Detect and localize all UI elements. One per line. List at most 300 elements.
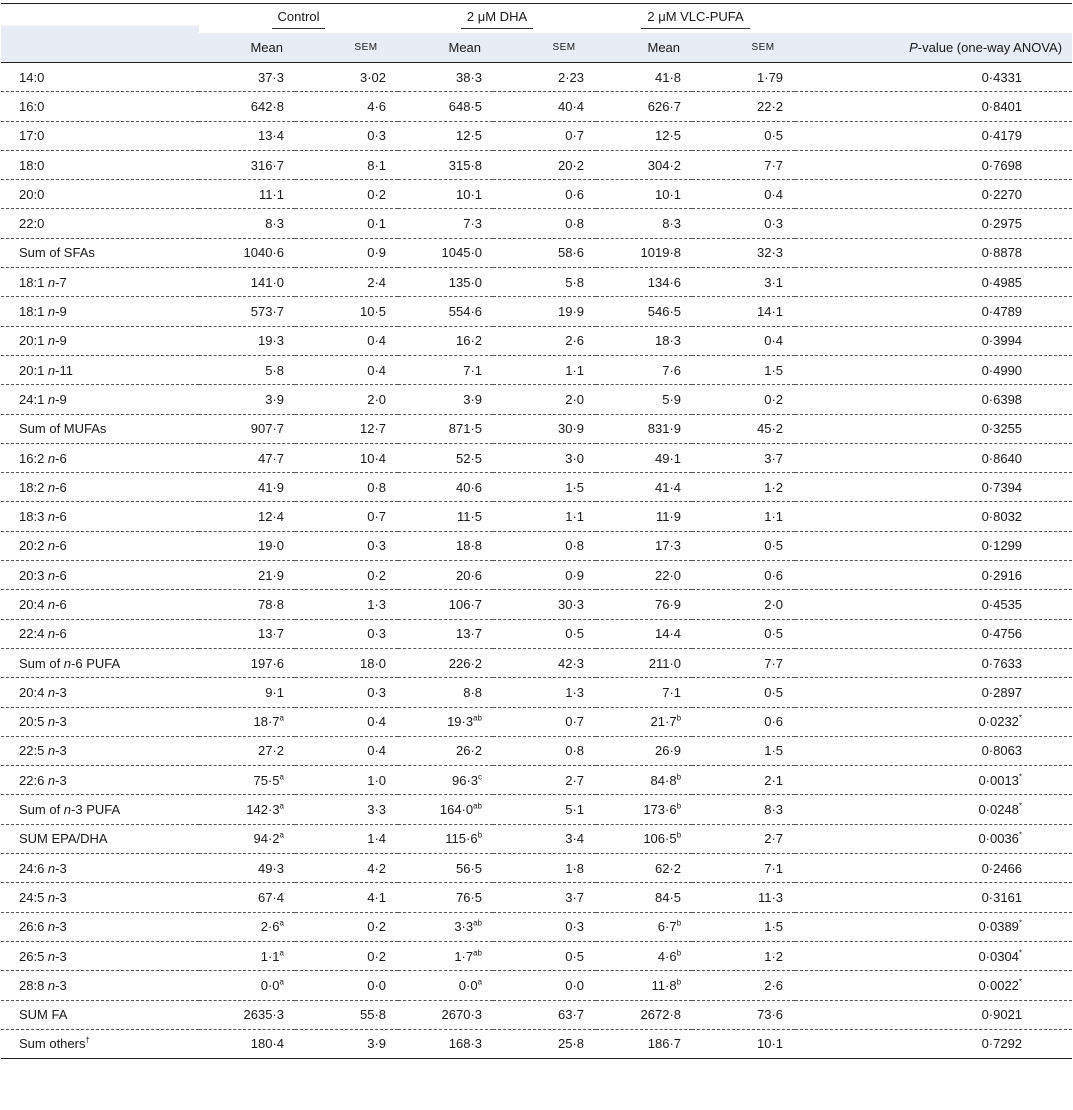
cell-sem: 2·6 bbox=[493, 326, 596, 355]
cell-mean: 27·2 bbox=[199, 736, 295, 765]
cell-mean: 10·1 bbox=[398, 180, 493, 209]
cell-mean: 3·9 bbox=[199, 385, 295, 414]
row-label: 20:1 n-9 bbox=[1, 326, 199, 355]
cell-mean: $21\cdot 7^b$ bbox=[596, 707, 692, 736]
table-row bbox=[1, 238, 1072, 267]
cell-mean: 831·9 bbox=[596, 414, 692, 443]
cell-sem: 1·1 bbox=[493, 502, 596, 531]
cell-pvalue: 0·0013* bbox=[795, 766, 1072, 795]
table-row bbox=[1, 824, 1072, 853]
table-row bbox=[1, 326, 1072, 355]
cell-mean: $0\cdot 0^a$ bbox=[199, 971, 295, 1000]
cell-mean: $19\cdot 3^{ab}$ bbox=[398, 707, 493, 736]
cell-mean: 18·3 bbox=[596, 326, 692, 355]
cell-mean: 3·9 bbox=[398, 385, 493, 414]
cell-mean: 41·4 bbox=[596, 473, 692, 502]
cell-mean: 49·3 bbox=[199, 854, 295, 883]
cell-sem: 0·2 bbox=[295, 180, 398, 209]
cell-sem: 18·0 bbox=[295, 648, 398, 677]
cell-sem: 0·3 bbox=[295, 619, 398, 648]
cell-sem: 22·2 bbox=[692, 92, 795, 121]
row-label: 16:2 n-6 bbox=[1, 443, 199, 472]
cell-pvalue: 0·2466 bbox=[795, 854, 1072, 883]
row-label: SUM FA bbox=[1, 1000, 199, 1029]
row-label: 24:5 n-3 bbox=[1, 883, 199, 912]
cell-mean: 52·5 bbox=[398, 443, 493, 472]
cell-sem: 73·6 bbox=[692, 1000, 795, 1029]
cell-mean: 7·6 bbox=[596, 355, 692, 384]
cell-mean: $18\cdot 7^a$ bbox=[199, 707, 295, 736]
cell-mean: 642·8 bbox=[199, 92, 295, 121]
cell-sem: 3·02 bbox=[295, 63, 398, 92]
cell-sem: 0·5 bbox=[493, 619, 596, 648]
cell-pvalue: 0·8063 bbox=[795, 736, 1072, 765]
cell-sem: 3·1 bbox=[692, 268, 795, 297]
group-header-vlc-pufa: 2 μM VLC-PUFA bbox=[596, 4, 795, 34]
cell-pvalue: 0·7394 bbox=[795, 473, 1072, 502]
cell-sem: 0·2 bbox=[692, 385, 795, 414]
cell-mean: 78·8 bbox=[199, 590, 295, 619]
cell-sem: 0·7 bbox=[493, 121, 596, 150]
cell-sem: 2·23 bbox=[493, 63, 596, 92]
cell-mean: 19·3 bbox=[199, 326, 295, 355]
table-row bbox=[1, 180, 1072, 209]
cell-sem: 0·8 bbox=[295, 473, 398, 502]
row-label: 20:0 bbox=[1, 180, 199, 209]
cell-mean: 62·2 bbox=[596, 854, 692, 883]
cell-pvalue: 0·6398 bbox=[795, 385, 1072, 414]
cell-sem: 30·9 bbox=[493, 414, 596, 443]
cell-mean: 135·0 bbox=[398, 268, 493, 297]
table-row bbox=[1, 1029, 1072, 1058]
cell-pvalue: 0·4990 bbox=[795, 355, 1072, 384]
row-label: 16:0 bbox=[1, 92, 199, 121]
row-label: Sum of n-3 PUFA bbox=[1, 795, 199, 824]
cell-sem: 2·0 bbox=[692, 590, 795, 619]
table-row bbox=[1, 854, 1072, 883]
cell-sem: 7·7 bbox=[692, 150, 795, 179]
cell-mean: 2635·3 bbox=[199, 1000, 295, 1029]
table-row bbox=[1, 941, 1072, 970]
cell-mean: 40·6 bbox=[398, 473, 493, 502]
row-label: 20:2 n-6 bbox=[1, 531, 199, 560]
table-row bbox=[1, 414, 1072, 443]
cell-mean: 180·4 bbox=[199, 1029, 295, 1058]
row-label: 18:1 n-7 bbox=[1, 268, 199, 297]
cell-mean: 20·6 bbox=[398, 561, 493, 590]
cell-mean: $96\cdot 3^c$ bbox=[398, 766, 493, 795]
cell-sem: 20·2 bbox=[493, 150, 596, 179]
cell-pvalue: 0·2916 bbox=[795, 561, 1072, 590]
cell-mean: 141·0 bbox=[199, 268, 295, 297]
table-body bbox=[1, 63, 1072, 1059]
cell-mean: $115\cdot 6^b$ bbox=[398, 824, 493, 853]
cell-mean: $1\cdot 7^{ab}$ bbox=[398, 941, 493, 970]
cell-mean: 1040·6 bbox=[199, 238, 295, 267]
cell-pvalue: 0·0036* bbox=[795, 824, 1072, 853]
cell-sem: 4·1 bbox=[295, 883, 398, 912]
cell-mean: 907·7 bbox=[199, 414, 295, 443]
cell-pvalue: 0·3161 bbox=[795, 883, 1072, 912]
cell-sem: 1·1 bbox=[692, 502, 795, 531]
cell-mean: 7·1 bbox=[398, 355, 493, 384]
group-header-dha: 2 μM DHA bbox=[398, 4, 596, 34]
cell-pvalue: 0·0304* bbox=[795, 941, 1072, 970]
cell-sem: 0·7 bbox=[493, 707, 596, 736]
cell-mean: 13·4 bbox=[199, 121, 295, 150]
cell-mean: 8·3 bbox=[199, 209, 295, 238]
cell-sem: 1·1 bbox=[493, 355, 596, 384]
cell-sem: 0·7 bbox=[295, 502, 398, 531]
row-label: 26:5 n-3 bbox=[1, 941, 199, 970]
cell-sem: 40·4 bbox=[493, 92, 596, 121]
cell-mean: 12·4 bbox=[199, 502, 295, 531]
table-row bbox=[1, 795, 1072, 824]
row-label: 24:6 n-3 bbox=[1, 854, 199, 883]
cell-mean: 648·5 bbox=[398, 92, 493, 121]
row-label: Sum of n-6 PUFA bbox=[1, 648, 199, 677]
cell-sem: 3·7 bbox=[692, 443, 795, 472]
cell-mean: 26·9 bbox=[596, 736, 692, 765]
cell-sem: 3·4 bbox=[493, 824, 596, 853]
cell-sem: 2·7 bbox=[493, 766, 596, 795]
row-label: 20:5 n-3 bbox=[1, 707, 199, 736]
cell-mean: 26·2 bbox=[398, 736, 493, 765]
cell-mean: 8·8 bbox=[398, 678, 493, 707]
col-header-mean: Mean bbox=[596, 33, 692, 63]
cell-pvalue: 0·7292 bbox=[795, 1029, 1072, 1058]
cell-pvalue: 0·7633 bbox=[795, 648, 1072, 677]
cell-pvalue: 0·4179 bbox=[795, 121, 1072, 150]
table-row bbox=[1, 297, 1072, 326]
cell-sem: 4·6 bbox=[295, 92, 398, 121]
table-row bbox=[1, 531, 1072, 560]
table-row bbox=[1, 707, 1072, 736]
table-row bbox=[1, 150, 1072, 179]
cell-sem: 0·0 bbox=[295, 971, 398, 1000]
cell-pvalue: 0·8032 bbox=[795, 502, 1072, 531]
cell-sem: 2·6 bbox=[692, 971, 795, 1000]
table-row bbox=[1, 561, 1072, 590]
cell-mean: $3\cdot 3^{ab}$ bbox=[398, 912, 493, 941]
cell-pvalue: 0·2270 bbox=[795, 180, 1072, 209]
cell-sem: 1·0 bbox=[295, 766, 398, 795]
table-row bbox=[1, 92, 1072, 121]
cell-mean: 2670·3 bbox=[398, 1000, 493, 1029]
cell-sem: 10·5 bbox=[295, 297, 398, 326]
cell-sem: 0·4 bbox=[295, 355, 398, 384]
cell-sem: 2·7 bbox=[692, 824, 795, 853]
table-row bbox=[1, 268, 1072, 297]
cell-sem: 1·2 bbox=[692, 941, 795, 970]
row-label: 17:0 bbox=[1, 121, 199, 150]
cell-mean: 22·0 bbox=[596, 561, 692, 590]
cell-pvalue: 0·4331 bbox=[795, 63, 1072, 92]
cell-sem: 0·0 bbox=[493, 971, 596, 1000]
cell-sem: 1·5 bbox=[692, 736, 795, 765]
cell-pvalue: 0·2975 bbox=[795, 209, 1072, 238]
cell-sem: 0·4 bbox=[295, 736, 398, 765]
cell-sem: 1·5 bbox=[493, 473, 596, 502]
cell-sem: 2·0 bbox=[493, 385, 596, 414]
cell-pvalue: 0·2897 bbox=[795, 678, 1072, 707]
table-header bbox=[1, 4, 1072, 63]
table-row bbox=[1, 121, 1072, 150]
cell-sem: 0·8 bbox=[493, 736, 596, 765]
cell-pvalue: 0·4535 bbox=[795, 590, 1072, 619]
table-row bbox=[1, 971, 1072, 1000]
cell-sem: 5·8 bbox=[493, 268, 596, 297]
cell-pvalue: 0·8878 bbox=[795, 238, 1072, 267]
cell-sem: 30·3 bbox=[493, 590, 596, 619]
cell-mean: 12·5 bbox=[398, 121, 493, 150]
cell-sem: 42·3 bbox=[493, 648, 596, 677]
cell-mean: 17·3 bbox=[596, 531, 692, 560]
cell-mean: 304·2 bbox=[596, 150, 692, 179]
cell-sem: 3·7 bbox=[493, 883, 596, 912]
cell-mean: 168·3 bbox=[398, 1029, 493, 1058]
cell-sem: 8·3 bbox=[692, 795, 795, 824]
cell-sem: 0·3 bbox=[692, 209, 795, 238]
cell-sem: 2·4 bbox=[295, 268, 398, 297]
table-row bbox=[1, 678, 1072, 707]
cell-mean: 56·5 bbox=[398, 854, 493, 883]
col-header-mean: Mean bbox=[199, 33, 295, 63]
cell-sem: 0·8 bbox=[493, 531, 596, 560]
cell-mean: 8·3 bbox=[596, 209, 692, 238]
cell-pvalue: 0·3255 bbox=[795, 414, 1072, 443]
table-row bbox=[1, 473, 1072, 502]
cell-sem: 0·4 bbox=[295, 326, 398, 355]
cell-sem: 0·9 bbox=[295, 238, 398, 267]
cell-mean: 316·7 bbox=[199, 150, 295, 179]
cell-mean: $11\cdot 8^b$ bbox=[596, 971, 692, 1000]
cell-mean: 11·1 bbox=[199, 180, 295, 209]
row-label: 20:3 n-6 bbox=[1, 561, 199, 590]
table-row bbox=[1, 912, 1072, 941]
cell-sem: 1·5 bbox=[692, 355, 795, 384]
cell-sem: 0·3 bbox=[295, 678, 398, 707]
cell-sem: 0·9 bbox=[493, 561, 596, 590]
cell-sem: 0·2 bbox=[295, 561, 398, 590]
table-row bbox=[1, 443, 1072, 472]
cell-sem: 0·3 bbox=[295, 121, 398, 150]
cell-pvalue: 0·9021 bbox=[795, 1000, 1072, 1029]
cell-mean: 211·0 bbox=[596, 648, 692, 677]
cell-mean: $94\cdot 2^a$ bbox=[199, 824, 295, 853]
table-row bbox=[1, 619, 1072, 648]
cell-pvalue: 0·8401 bbox=[795, 92, 1072, 121]
col-header-pvalue: P-value (one-way ANOVA) bbox=[795, 33, 1072, 63]
fatty-acid-table bbox=[1, 3, 1072, 1059]
cell-sem: 3·0 bbox=[493, 443, 596, 472]
cell-mean: $173\cdot 6^b$ bbox=[596, 795, 692, 824]
cell-sem: 14·1 bbox=[692, 297, 795, 326]
cell-mean: 197·6 bbox=[199, 648, 295, 677]
cell-sem: 10·4 bbox=[295, 443, 398, 472]
table-row bbox=[1, 766, 1072, 795]
col-header-sem: SEM bbox=[692, 33, 795, 63]
table-row bbox=[1, 355, 1072, 384]
cell-mean: 1019·8 bbox=[596, 238, 692, 267]
cell-sem: 0·4 bbox=[295, 707, 398, 736]
cell-sem: 3·9 bbox=[295, 1029, 398, 1058]
cell-pvalue: 0·4985 bbox=[795, 268, 1072, 297]
row-label: Sum of SFAs bbox=[1, 238, 199, 267]
col-header-sem: SEM bbox=[493, 33, 596, 63]
table-row bbox=[1, 502, 1072, 531]
cell-pvalue: 0·8640 bbox=[795, 443, 1072, 472]
cell-pvalue: 0·1299 bbox=[795, 531, 1072, 560]
cell-mean: $6\cdot 7^b$ bbox=[596, 912, 692, 941]
cell-mean: 871·5 bbox=[398, 414, 493, 443]
cell-sem: 0·2 bbox=[295, 941, 398, 970]
cell-mean: $0\cdot 0^a$ bbox=[398, 971, 493, 1000]
cell-sem: 32·3 bbox=[692, 238, 795, 267]
table-row bbox=[1, 648, 1072, 677]
cell-mean: 546·5 bbox=[596, 297, 692, 326]
cell-sem: 25·8 bbox=[493, 1029, 596, 1058]
cell-sem: 58·6 bbox=[493, 238, 596, 267]
subheader-empty-cell bbox=[1, 33, 199, 63]
table-row bbox=[1, 590, 1072, 619]
table-row bbox=[1, 883, 1072, 912]
cell-pvalue: 0·0248* bbox=[795, 795, 1072, 824]
cell-pvalue: 0·0022* bbox=[795, 971, 1072, 1000]
cell-mean: $164\cdot 0^{ab}$ bbox=[398, 795, 493, 824]
row-label: Sum of MUFAs bbox=[1, 414, 199, 443]
cell-mean: $106\cdot 5^b$ bbox=[596, 824, 692, 853]
cell-mean: $75\cdot 5^a$ bbox=[199, 766, 295, 795]
cell-mean: 41·9 bbox=[199, 473, 295, 502]
row-label: 20:4 n-6 bbox=[1, 590, 199, 619]
cell-sem: 0·6 bbox=[493, 180, 596, 209]
cell-mean: 19·0 bbox=[199, 531, 295, 560]
cell-sem: 0·3 bbox=[493, 912, 596, 941]
cell-sem: 12·7 bbox=[295, 414, 398, 443]
col-header-sem: SEM bbox=[295, 33, 398, 63]
cell-sem: 4·2 bbox=[295, 854, 398, 883]
cell-mean: 7·1 bbox=[596, 678, 692, 707]
cell-mean: 76·9 bbox=[596, 590, 692, 619]
cell-mean: $142\cdot 3^a$ bbox=[199, 795, 295, 824]
cell-mean: $1\cdot 1^a$ bbox=[199, 941, 295, 970]
cell-sem: 1·5 bbox=[692, 912, 795, 941]
cell-mean: 41·8 bbox=[596, 63, 692, 92]
cell-mean: 106·7 bbox=[398, 590, 493, 619]
cell-mean: 10·1 bbox=[596, 180, 692, 209]
cell-sem: 11·3 bbox=[692, 883, 795, 912]
cell-mean: 67·4 bbox=[199, 883, 295, 912]
cell-sem: 7·1 bbox=[692, 854, 795, 883]
cell-mean: 5·9 bbox=[596, 385, 692, 414]
row-label: 20:4 n-3 bbox=[1, 678, 199, 707]
cell-sem: 5·1 bbox=[493, 795, 596, 824]
cell-mean: 13·7 bbox=[398, 619, 493, 648]
cell-sem: 7·7 bbox=[692, 648, 795, 677]
cell-mean: 2672·8 bbox=[596, 1000, 692, 1029]
cell-mean: 76·5 bbox=[398, 883, 493, 912]
cell-sem: 2·1 bbox=[692, 766, 795, 795]
col-header-mean: Mean bbox=[398, 33, 493, 63]
cell-mean: 37·3 bbox=[199, 63, 295, 92]
table-row bbox=[1, 63, 1072, 92]
cell-mean: 226·2 bbox=[398, 648, 493, 677]
cell-pvalue: 0·0232* bbox=[795, 707, 1072, 736]
cell-mean: 11·5 bbox=[398, 502, 493, 531]
table-row bbox=[1, 209, 1072, 238]
cell-sem: 1·4 bbox=[295, 824, 398, 853]
cell-mean: $2\cdot 6^a$ bbox=[199, 912, 295, 941]
cell-sem: 19·9 bbox=[493, 297, 596, 326]
cell-sem: 0·4 bbox=[692, 180, 795, 209]
cell-mean: 1045·0 bbox=[398, 238, 493, 267]
row-label: 18:2 n-6 bbox=[1, 473, 199, 502]
cell-sem: 1·3 bbox=[493, 678, 596, 707]
cell-sem: 0·6 bbox=[692, 707, 795, 736]
cell-sem: 0·8 bbox=[493, 209, 596, 238]
cell-mean: 186·7 bbox=[596, 1029, 692, 1058]
row-label: 22:4 n-6 bbox=[1, 619, 199, 648]
cell-sem: 63·7 bbox=[493, 1000, 596, 1029]
cell-mean: 47·7 bbox=[199, 443, 295, 472]
header-empty-cell bbox=[1, 4, 199, 34]
header-empty-cell bbox=[795, 4, 1072, 34]
cell-mean: 84·5 bbox=[596, 883, 692, 912]
cell-sem: 10·1 bbox=[692, 1029, 795, 1058]
row-label: 28:8 n-3 bbox=[1, 971, 199, 1000]
cell-sem: 1·2 bbox=[692, 473, 795, 502]
cell-sem: 0·6 bbox=[692, 561, 795, 590]
row-label: 18:3 n-6 bbox=[1, 502, 199, 531]
row-label: 18:1 n-9 bbox=[1, 297, 199, 326]
cell-sem: 3·3 bbox=[295, 795, 398, 824]
cell-pvalue: 0·7698 bbox=[795, 150, 1072, 179]
table-row bbox=[1, 385, 1072, 414]
cell-mean: 315·8 bbox=[398, 150, 493, 179]
cell-sem: 1·8 bbox=[493, 854, 596, 883]
row-label: 22:6 n-3 bbox=[1, 766, 199, 795]
cell-mean: 13·7 bbox=[199, 619, 295, 648]
cell-mean: 134·6 bbox=[596, 268, 692, 297]
cell-pvalue: 0·4756 bbox=[795, 619, 1072, 648]
row-label: 20:1 n-11 bbox=[1, 355, 199, 384]
table-row bbox=[1, 1000, 1072, 1029]
cell-sem: 1·3 bbox=[295, 590, 398, 619]
cell-mean: 18·8 bbox=[398, 531, 493, 560]
group-header-control: Control bbox=[199, 4, 398, 34]
cell-mean: 626·7 bbox=[596, 92, 692, 121]
cell-pvalue: 0·3994 bbox=[795, 326, 1072, 355]
cell-mean: 12·5 bbox=[596, 121, 692, 150]
cell-sem: 0·5 bbox=[692, 531, 795, 560]
cell-sem: 0·5 bbox=[493, 941, 596, 970]
cell-mean: 554·6 bbox=[398, 297, 493, 326]
row-label: SUM EPA/DHA bbox=[1, 824, 199, 853]
cell-mean: 5·8 bbox=[199, 355, 295, 384]
cell-mean: 9·1 bbox=[199, 678, 295, 707]
cell-mean: 573·7 bbox=[199, 297, 295, 326]
table-row bbox=[1, 736, 1072, 765]
row-label: 22:5 n-3 bbox=[1, 736, 199, 765]
row-label: 24:1 n-9 bbox=[1, 385, 199, 414]
row-label: 26:6 n-3 bbox=[1, 912, 199, 941]
cell-mean: $4\cdot 6^b$ bbox=[596, 941, 692, 970]
cell-sem: 8·1 bbox=[295, 150, 398, 179]
cell-sem: 2·0 bbox=[295, 385, 398, 414]
cell-sem: 55·8 bbox=[295, 1000, 398, 1029]
cell-sem: 0·5 bbox=[692, 678, 795, 707]
